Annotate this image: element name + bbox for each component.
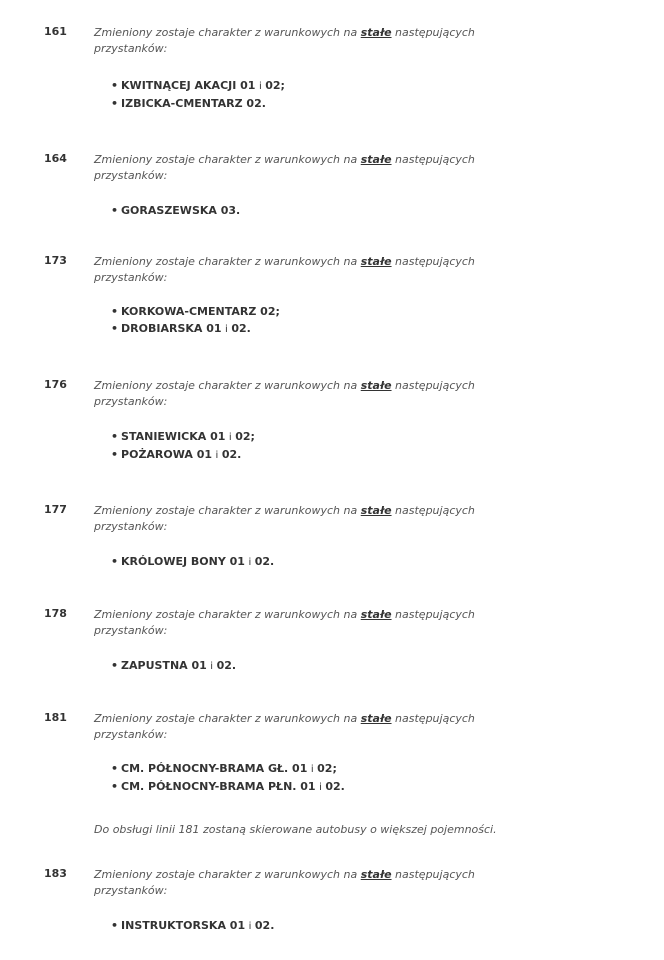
change-description: Zmieniony zostaje charakter z warunkowych na stałe następujących przystanków:	[94, 504, 475, 533]
bullet-icon: •	[111, 97, 119, 110]
stop-item: • CM. PÓŁNOCNY-BRAMA GŁ. 01 i 02;	[111, 762, 337, 775]
change-description: Zmieniony zostaje charakter z warunkowych na stałe następujących przystanków:	[94, 153, 475, 182]
keyword-stale: stałe	[360, 379, 392, 392]
stop-item: • GORASZEWSKA 03.	[111, 204, 241, 217]
bullet-icon: •	[111, 204, 119, 217]
keyword-stale: stałe	[360, 153, 392, 166]
stop-item: • KORKOWA-CMENTARZ 02;	[111, 305, 280, 318]
line-number: 164	[44, 152, 67, 165]
change-description: Zmieniony zostaje charakter z warunkowych na stałe następujących przystanków:	[94, 712, 475, 741]
line-number: 181	[44, 711, 67, 724]
keyword-stale: stałe	[360, 608, 392, 621]
line-number: 161	[44, 25, 67, 38]
change-description: Zmieniony zostaje charakter z warunkowych na stałe następujących przystanków:	[94, 255, 475, 284]
stop-item: • INSTRUKTORSKA 01 i 02.	[111, 919, 275, 932]
stop-item: • CM. PÓŁNOCNY-BRAMA PŁN. 01 i 02.	[111, 780, 345, 793]
line-number: 177	[44, 503, 67, 516]
keyword-stale: stałe	[360, 504, 392, 517]
keyword-stale: stałe	[360, 26, 392, 39]
stop-list	[111, 428, 255, 464]
stop-list	[111, 77, 285, 112]
stop-list	[111, 202, 240, 219]
line-number: 178	[44, 607, 67, 620]
line-number: 183	[44, 867, 67, 880]
keyword-stale: stałe	[360, 712, 392, 725]
bullet-icon: •	[111, 79, 119, 92]
stop-list	[111, 657, 236, 675]
stop-item: • POŻAROWA 01 i 02.	[111, 448, 242, 461]
stop-item: • STANIEWICKA 01 i 02;	[111, 430, 255, 443]
change-description: Zmieniony zostaje charakter z warunkowych na stałe następujących przystanków:	[94, 26, 475, 55]
stop-list	[111, 760, 345, 796]
bullet-icon: •	[111, 305, 119, 318]
keyword-stale: stałe	[360, 255, 392, 268]
bullet-icon: •	[111, 659, 119, 672]
bullet-icon: •	[111, 430, 119, 443]
bullet-icon: •	[111, 780, 119, 793]
stop-list	[111, 553, 274, 571]
line-number: 176	[44, 378, 67, 391]
stop-item: • ZAPUSTNA 01 i 02.	[111, 659, 237, 672]
bullet-icon: •	[111, 322, 119, 335]
bullet-icon: •	[111, 555, 119, 568]
capacity-note: Do obsługi linii 181 zostaną skierowane autobusy o większej pojemności.	[94, 823, 497, 836]
bullet-icon: •	[111, 448, 119, 461]
bullet-icon: •	[111, 919, 119, 932]
change-description: Zmieniony zostaje charakter z warunkowych na stałe następujących przystanków:	[94, 608, 475, 637]
stop-item: • KWITNĄCEJ AKACJI 01 i 02;	[111, 79, 285, 92]
keyword-stale: stałe	[360, 868, 392, 881]
stop-list	[111, 303, 280, 338]
stop-item: • KRÓLOWEJ BONY 01 i 02.	[111, 555, 275, 568]
change-description: Zmieniony zostaje charakter z warunkowych na stałe następujących przystanków:	[94, 379, 475, 408]
stop-item: • DROBIARSKA 01 i 02.	[111, 322, 251, 335]
stop-item: • IZBICKA-CMENTARZ 02.	[111, 97, 266, 110]
stop-list	[111, 917, 274, 935]
change-description: Zmieniony zostaje charakter z warunkowych na stałe następujących przystanków:	[94, 868, 475, 897]
bullet-icon: •	[111, 762, 119, 775]
line-number: 173	[44, 254, 67, 267]
